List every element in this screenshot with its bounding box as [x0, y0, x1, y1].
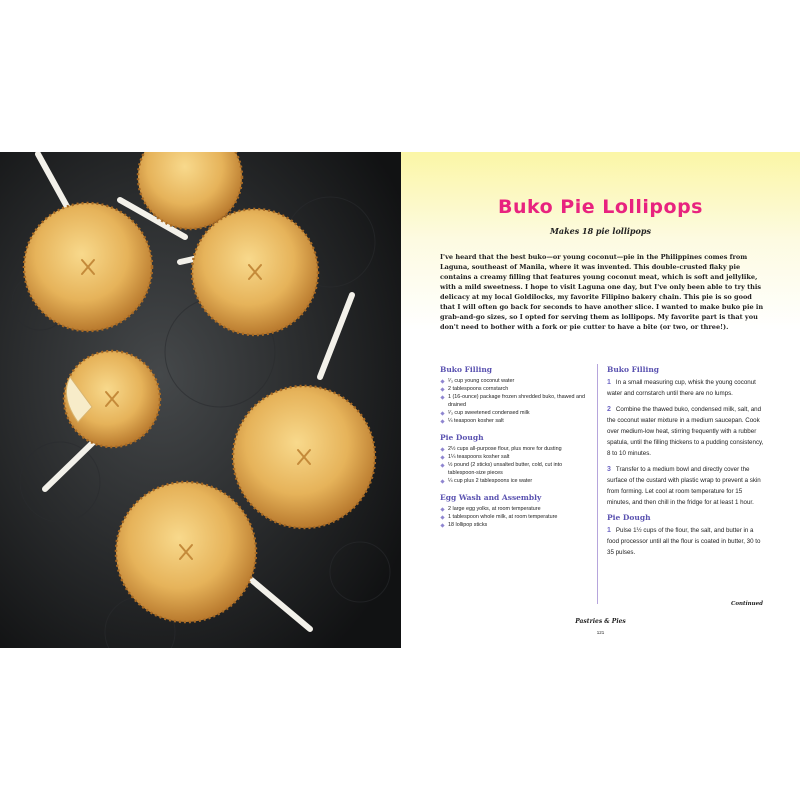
recipe-page	[401, 152, 800, 648]
step-number: 3	[607, 466, 611, 473]
method-step	[607, 377, 767, 399]
diamond-bullet-icon	[440, 387, 444, 391]
diamond-bullet-icon	[440, 395, 444, 399]
list-item	[440, 513, 590, 521]
column-divider	[597, 364, 598, 604]
step-number: 1	[607, 379, 611, 386]
diamond-bullet-icon	[440, 379, 444, 383]
list-item	[440, 445, 590, 453]
ingredient-text: 2 large egg yolks, at room temperature	[448, 506, 541, 512]
recipe-title: Buko Pie Lollipops	[497, 196, 703, 218]
list-item	[440, 417, 590, 425]
method-step	[607, 404, 767, 459]
ingredients-heading-filling: Buko Filling	[440, 365, 493, 374]
diamond-bullet-icon	[440, 479, 444, 483]
ingredients-list-dough	[440, 445, 590, 485]
ingredient-text: 18 lollipop sticks	[448, 522, 488, 528]
ingredients-heading-egg-wash: Egg Wash and Assembly	[440, 493, 542, 502]
list-item	[440, 385, 590, 393]
ingredient-text: 1 (16-ounce) package frozen shredded buko, thawed and drained	[448, 394, 585, 408]
diamond-bullet-icon	[440, 507, 444, 511]
ingredient-text: ½ pound (2 sticks) unsalted butter, cold, cut into tablespoon-size pieces	[448, 462, 563, 476]
step-number: 2	[607, 406, 611, 413]
section-footer: Pastries & Pies	[575, 618, 626, 625]
book-spread	[0, 152, 800, 648]
lollipop-pies-illustration	[0, 152, 401, 648]
step-number: 1	[607, 527, 611, 534]
ingredients-list-filling	[440, 377, 590, 425]
method-step	[607, 525, 767, 558]
diamond-bullet-icon	[440, 447, 444, 451]
diamond-bullet-icon	[440, 523, 444, 527]
ingredient-text: ¹⁄₃ cup sweetened condensed milk	[448, 410, 530, 416]
continued-label: Continued	[731, 601, 764, 607]
ingredient-text: 1 tablespoon whole milk, at room temperature	[448, 514, 558, 520]
ingredient-text: 1¼ teaspoons kosher salt	[448, 454, 510, 460]
list-item	[440, 453, 590, 461]
diamond-bullet-icon	[440, 463, 444, 467]
diamond-bullet-icon	[440, 515, 444, 519]
method-column	[607, 365, 767, 563]
method-step	[607, 464, 767, 508]
method-heading-dough: Pie Dough	[607, 513, 651, 522]
diamond-bullet-icon	[440, 411, 444, 415]
ingredient-text: ¼ cup plus 2 tablespoons ice water	[448, 478, 533, 484]
ingredient-text: 2½ cups all-purpose flour, plus more for dusting	[448, 446, 562, 452]
recipe-photo	[0, 152, 401, 648]
list-item	[440, 461, 590, 477]
list-item	[440, 393, 590, 409]
recipe-intro: I've heard that the best buko—or young coconut—pie in the Philippines comes from Laguna, southeast of Manila, where it was invented. This double-crusted flaky pie contains a creamy filling that features young coconut meat, which is soft and jellylike, with a mild sweetness. I hope to visit Laguna one day, but I've only been able to try this delicacy at my local Goldilocks, my favorite Filipino bakery chain. This pie is so good that I will often go back for seconds to have another slice. I wanted to make buko pie in grab-and-go sizes, so I opted for serving them as lollipops. My favorite part is that you don't need to bother with a fork or pie cutter to have a bite (or two, or three!).	[440, 253, 764, 331]
list-item	[440, 477, 590, 485]
ingredients-list-egg-wash	[440, 505, 590, 529]
page-number: 121	[596, 630, 605, 635]
list-item	[440, 409, 590, 417]
diamond-bullet-icon	[440, 419, 444, 423]
ingredients-heading-dough: Pie Dough	[440, 433, 484, 442]
list-item	[440, 377, 590, 385]
list-item	[440, 505, 590, 513]
list-item	[440, 521, 590, 529]
step-text: Transfer to a medium bowl and directly cover the surface of the custard with plastic wrap to prevent a skin from forming. Let cool at room temperature for 15 minutes, and then chill in the fridge for at least 1 hour.	[607, 466, 761, 506]
step-text: In a small measuring cup, whisk the young coconut water and cornstarch until there are no lumps.	[607, 379, 756, 397]
ingredients-column	[440, 365, 590, 537]
ingredient-text: ¼ teaspoon kosher salt	[448, 418, 504, 424]
ingredient-text: ¹⁄₃ cup young coconut water	[448, 378, 515, 384]
ingredient-text: 2 tablespoons cornstarch	[448, 386, 509, 392]
method-heading-filling: Buko Filling	[607, 365, 660, 374]
recipe-yield: Makes 18 pie lollipops	[550, 226, 651, 236]
step-text: Pulse 1½ cups of the flour, the salt, and butter in a food processor until all the flour is coated in butter, 30 to 35 pulses.	[607, 527, 761, 556]
diamond-bullet-icon	[440, 455, 444, 459]
step-text: Combine the thawed buko, condensed milk, salt, and the coconut water mixture in a medium saucepan. Cook over medium-low heat, stirring frequently with a rubber spatula, until the filling thickens to a pudding consistency, 8 to 10 minutes.	[607, 406, 764, 457]
